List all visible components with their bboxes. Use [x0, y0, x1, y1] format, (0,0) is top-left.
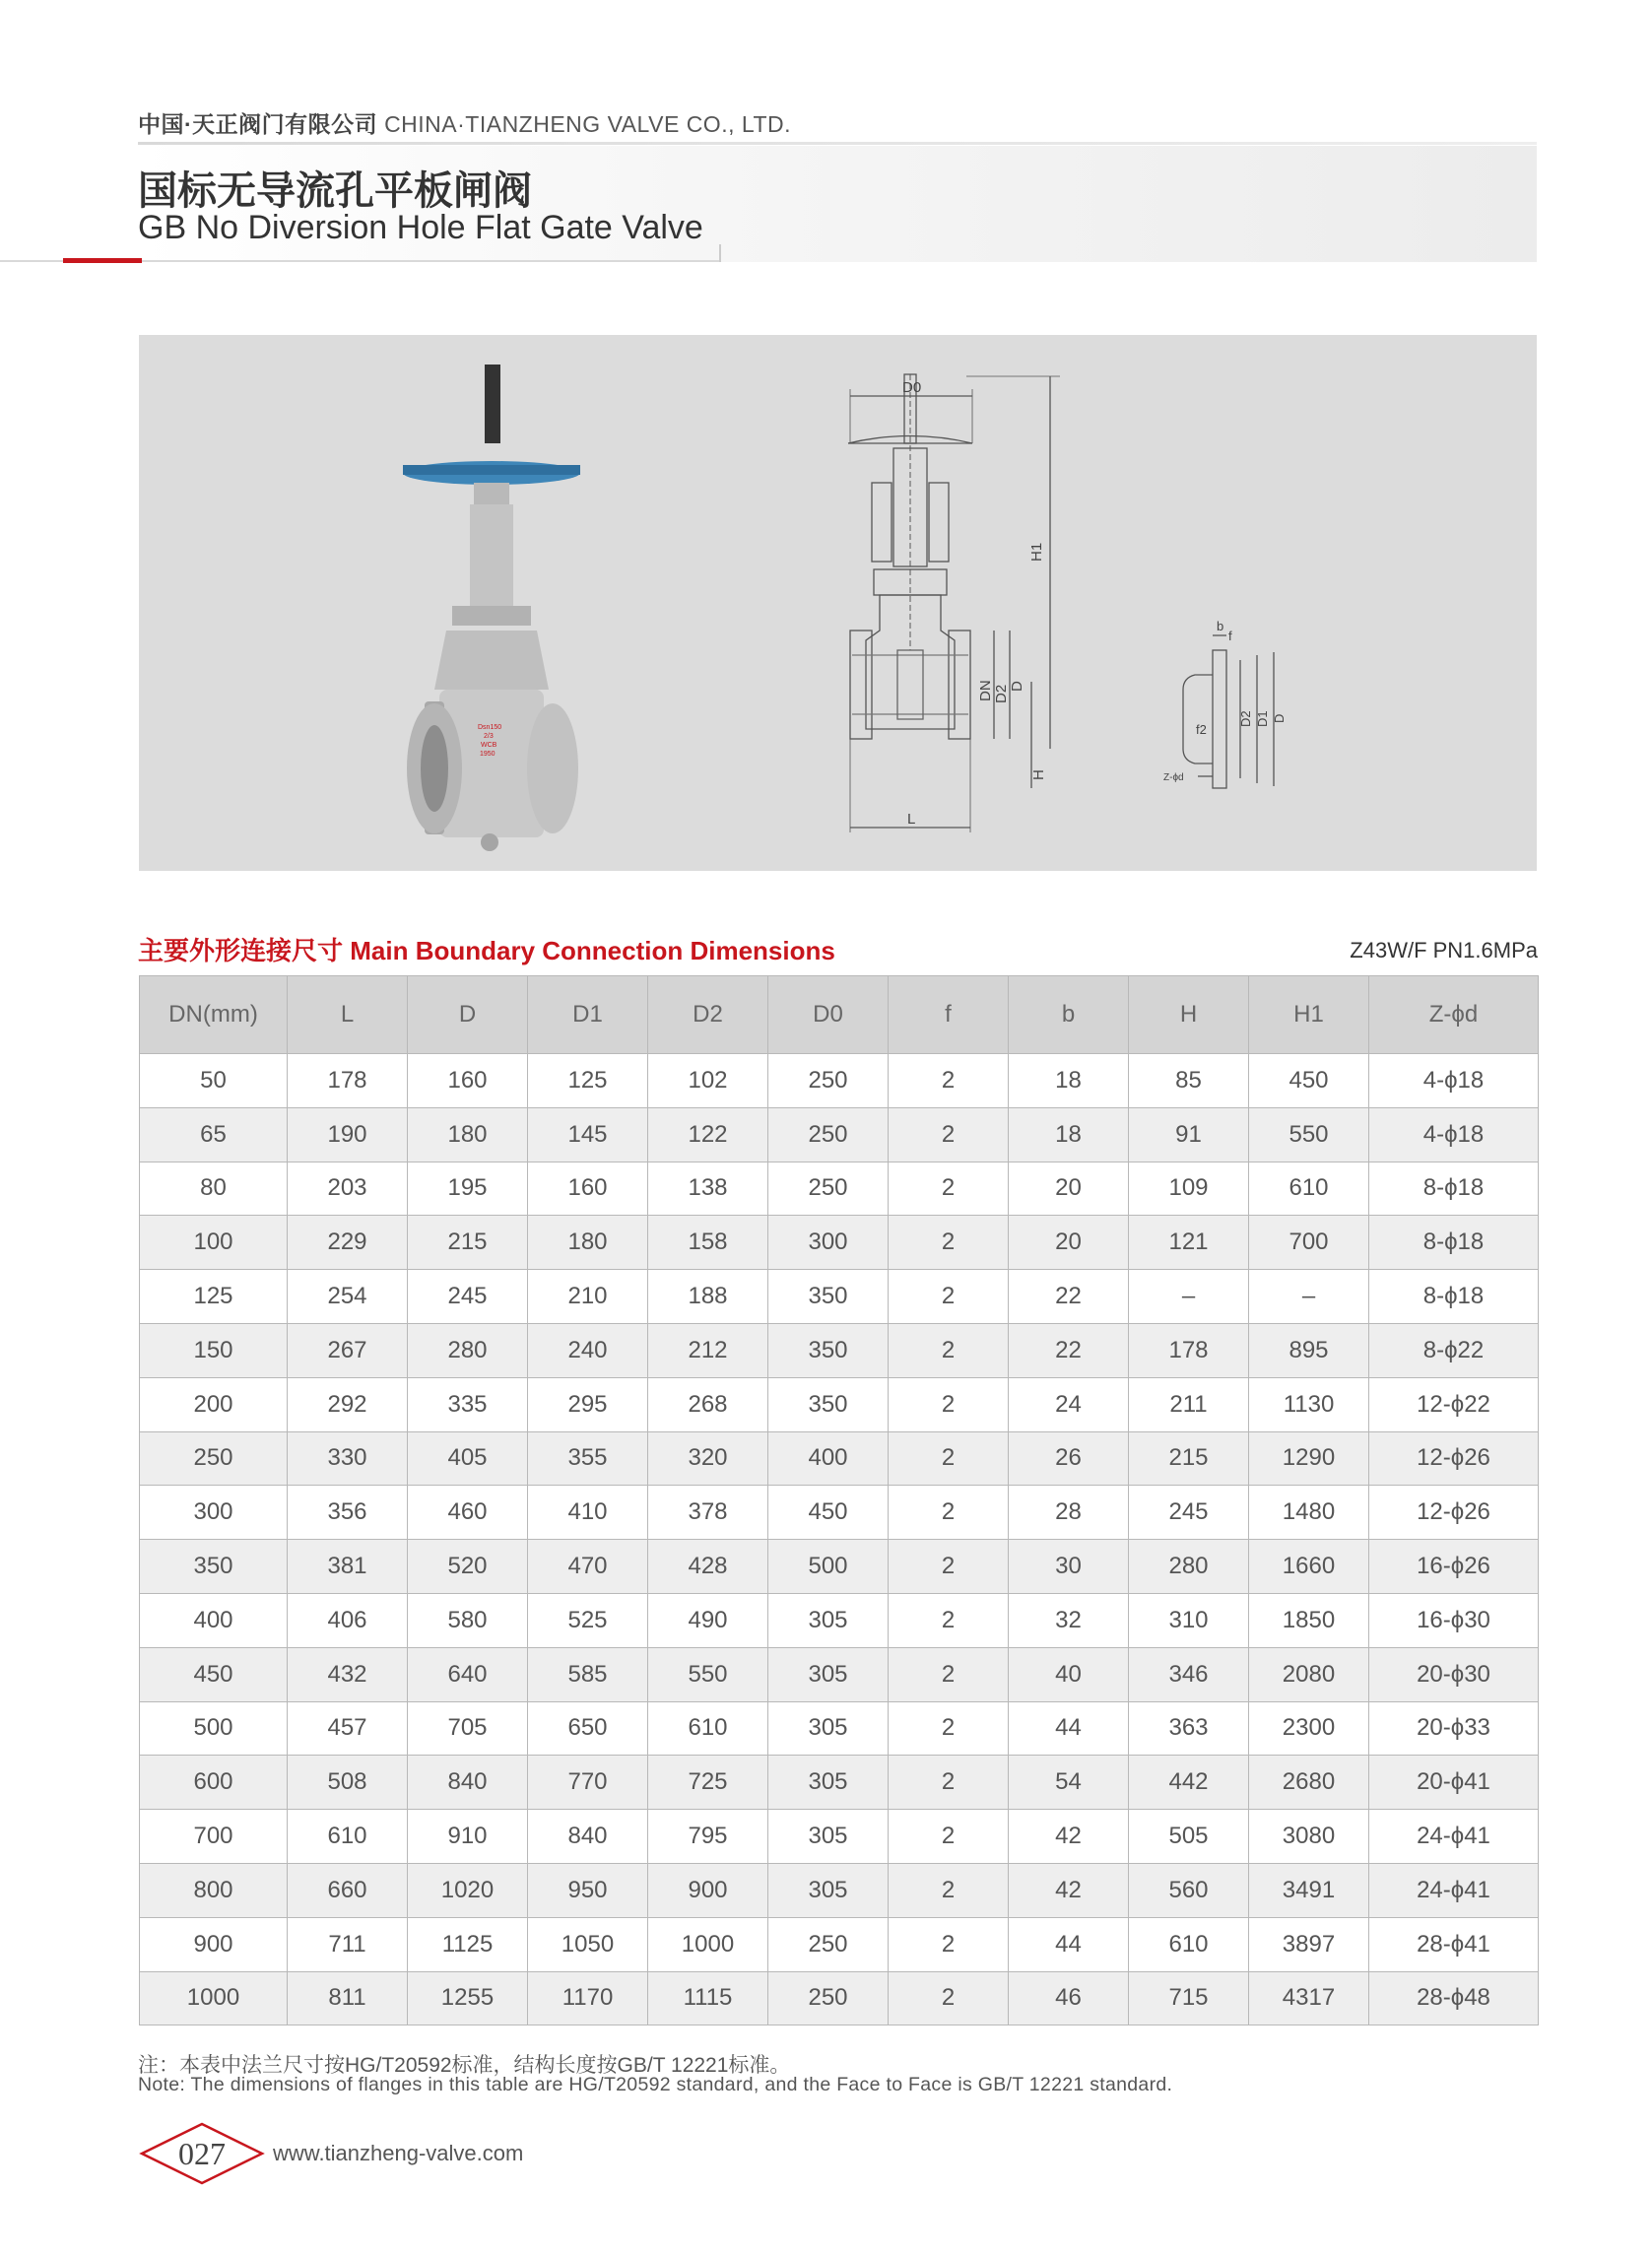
table-cell: 650	[528, 1701, 648, 1756]
page-number: 027	[178, 2136, 226, 2171]
valve-marking-line-3: WCB	[481, 742, 497, 749]
table-cell: 580	[408, 1593, 528, 1647]
note-cn: 注：本表中法兰尺寸按HG/T20592标准，结构长度按GB/T 12221标准。	[138, 2054, 791, 2077]
table-cell: 2	[889, 1917, 1009, 1971]
table-cell: 250	[768, 1162, 889, 1216]
table-cell: 770	[528, 1756, 648, 1810]
table-row	[140, 1701, 1539, 1756]
table-cell: 2	[889, 1377, 1009, 1431]
table-cell: 3080	[1249, 1810, 1369, 1864]
table-cell: 8-ϕ18	[1369, 1270, 1539, 1324]
table-cell: 158	[648, 1216, 768, 1270]
table-row	[140, 1054, 1539, 1108]
table-cell: 24-ϕ41	[1369, 1810, 1539, 1864]
table-cell: 8-ϕ22	[1369, 1323, 1539, 1377]
table-cell: 350	[768, 1377, 889, 1431]
table-cell: 2080	[1249, 1647, 1369, 1701]
table-cell: 91	[1129, 1107, 1249, 1162]
table-cell: 1000	[140, 1971, 288, 2025]
table-cell: 711	[288, 1917, 408, 1971]
table-cell: 600	[140, 1756, 288, 1810]
drawing-flange-right	[949, 631, 970, 739]
table-cell: 268	[648, 1377, 768, 1431]
table-cell: 500	[768, 1540, 889, 1594]
valve-drain-plug	[481, 833, 498, 851]
valve-bore	[421, 725, 448, 812]
table-cell: 2	[889, 1647, 1009, 1701]
table-cell: 250	[768, 1054, 889, 1108]
table-cell: 188	[648, 1270, 768, 1324]
table-cell: 46	[1009, 1971, 1129, 2025]
section-title	[138, 931, 835, 967]
table-cell: 80	[140, 1162, 288, 1216]
table-cell: 350	[768, 1323, 889, 1377]
table-row	[140, 1377, 1539, 1431]
table-cell: 1480	[1249, 1486, 1369, 1540]
flange-detail-hub	[1183, 675, 1213, 763]
table-cell: 305	[768, 1756, 889, 1810]
page-title-cn: 国标无导流孔平板闸阀	[138, 169, 532, 213]
valve-marking-line-1: Dsn150	[478, 724, 502, 731]
table-cell: 160	[408, 1054, 528, 1108]
column-header: Z-ϕd	[1369, 976, 1539, 1054]
table-cell: 292	[288, 1377, 408, 1431]
drawing-flange-left	[850, 631, 872, 739]
table-cell: 811	[288, 1971, 408, 2025]
table-cell: 330	[288, 1431, 408, 1486]
table-row	[140, 1486, 1539, 1540]
table-cell: 840	[408, 1756, 528, 1810]
valve-handwheel-rim	[403, 465, 580, 475]
table-row	[140, 1863, 1539, 1917]
table-cell: 245	[1129, 1486, 1249, 1540]
table-cell: 28	[1009, 1486, 1129, 1540]
label-f2: f2	[1196, 722, 1207, 737]
table-cell: 910	[408, 1810, 528, 1864]
table-cell: 245	[408, 1270, 528, 1324]
table-cell: 16-ϕ26	[1369, 1540, 1539, 1594]
table-cell: 1125	[408, 1917, 528, 1971]
table-cell: 2	[889, 1270, 1009, 1324]
table-cell: 24-ϕ41	[1369, 1863, 1539, 1917]
label-flange-d2: D2	[1238, 710, 1253, 727]
label-z: Z-ϕd	[1163, 772, 1184, 783]
table-cell: 300	[768, 1216, 889, 1270]
table-cell: 300	[140, 1486, 288, 1540]
table-cell: 2	[889, 1107, 1009, 1162]
table-cell: 40	[1009, 1647, 1129, 1701]
label-b: b	[1217, 619, 1224, 633]
table-cell: 2	[889, 1971, 1009, 2025]
label-d2: D2	[993, 684, 1010, 703]
column-header: D2	[648, 976, 768, 1054]
table-cell: 550	[1249, 1107, 1369, 1162]
table-cell: 1000	[648, 1917, 768, 1971]
table-cell: 125	[528, 1054, 648, 1108]
column-header: D	[408, 976, 528, 1054]
table-cell: 50	[140, 1054, 288, 1108]
table-cell: 450	[140, 1647, 288, 1701]
table-cell: 65	[140, 1107, 288, 1162]
table-cell: 125	[140, 1270, 288, 1324]
table-cell: 20-ϕ33	[1369, 1701, 1539, 1756]
table-cell: 240	[528, 1323, 648, 1377]
table-cell: 800	[140, 1863, 288, 1917]
table-cell: 20	[1009, 1216, 1129, 1270]
table-cell: 12-ϕ26	[1369, 1431, 1539, 1486]
table-cell: 18	[1009, 1107, 1129, 1162]
table-cell: 346	[1129, 1647, 1249, 1701]
table-cell: 44	[1009, 1701, 1129, 1756]
column-header: b	[1009, 976, 1129, 1054]
drawing-gate	[897, 650, 923, 719]
table-cell: 2	[889, 1323, 1009, 1377]
table-cell: 715	[1129, 1971, 1249, 2025]
table-cell: 505	[1129, 1810, 1249, 1864]
label-f: f	[1228, 629, 1232, 643]
table-cell: 28-ϕ41	[1369, 1917, 1539, 1971]
table-cell: 215	[408, 1216, 528, 1270]
table-cell: 102	[648, 1054, 768, 1108]
table-cell: 195	[408, 1162, 528, 1216]
table-cell: 22	[1009, 1270, 1129, 1324]
table-cell: 460	[408, 1486, 528, 1540]
table-cell: 295	[528, 1377, 648, 1431]
column-header: DN(mm)	[140, 976, 288, 1054]
table-cell: 3897	[1249, 1917, 1369, 1971]
table-cell: 2	[889, 1540, 1009, 1594]
table-cell: 2	[889, 1054, 1009, 1108]
valve-flange-right	[527, 703, 578, 833]
table-cell: 356	[288, 1486, 408, 1540]
table-cell: 4-ϕ18	[1369, 1107, 1539, 1162]
table-cell: 610	[1129, 1917, 1249, 1971]
table-cell: 1050	[528, 1917, 648, 1971]
table-cell: 1020	[408, 1863, 528, 1917]
table-cell: 400	[140, 1593, 288, 1647]
table-cell: 450	[768, 1486, 889, 1540]
table-cell: 335	[408, 1377, 528, 1431]
table-cell: 1170	[528, 1971, 648, 2025]
label-d0: D0	[902, 379, 922, 396]
section-title-cn: 主要外形连接尺寸	[138, 936, 344, 965]
table-cell: 24	[1009, 1377, 1129, 1431]
table-cell: 640	[408, 1647, 528, 1701]
table-cell: 212	[648, 1323, 768, 1377]
drawing-yoke-right	[929, 483, 949, 562]
table-cell: 508	[288, 1756, 408, 1810]
table-cell: 1850	[1249, 1593, 1369, 1647]
table-cell: 350	[140, 1540, 288, 1594]
title-accent-bar	[63, 258, 142, 263]
label-flange-d1: D1	[1255, 710, 1270, 727]
table-cell: 305	[768, 1701, 889, 1756]
table-cell: 8-ϕ18	[1369, 1162, 1539, 1216]
table-cell: 525	[528, 1593, 648, 1647]
table-cell: 310	[1129, 1593, 1249, 1647]
table-cell: 229	[288, 1216, 408, 1270]
table-cell: 520	[408, 1540, 528, 1594]
table-cell: 895	[1249, 1323, 1369, 1377]
table-cell: 16-ϕ30	[1369, 1593, 1539, 1647]
table-cell: 700	[140, 1810, 288, 1864]
table-cell: 2300	[1249, 1701, 1369, 1756]
table-cell: 280	[408, 1323, 528, 1377]
page-title-en: GB No Diversion Hole Flat Gate Valve	[138, 209, 703, 246]
column-header: L	[288, 976, 408, 1054]
table-row	[140, 1270, 1539, 1324]
table-row	[140, 1756, 1539, 1810]
valve-photo	[403, 365, 580, 851]
table-cell: 138	[648, 1162, 768, 1216]
table-cell: 550	[648, 1647, 768, 1701]
table-cell: 160	[528, 1162, 648, 1216]
table-cell: 305	[768, 1810, 889, 1864]
valve-yoke-nut	[474, 483, 509, 504]
table-cell: 4-ϕ18	[1369, 1054, 1539, 1108]
valve-yoke	[470, 504, 513, 623]
table-cell: 428	[648, 1540, 768, 1594]
table-cell: 109	[1129, 1162, 1249, 1216]
table-cell: 381	[288, 1540, 408, 1594]
table-cell: 267	[288, 1323, 408, 1377]
table-cell: 18	[1009, 1054, 1129, 1108]
table-cell: 660	[288, 1863, 408, 1917]
table-cell: 1255	[408, 1971, 528, 2025]
table-cell: 585	[528, 1647, 648, 1701]
table-cell: 20-ϕ30	[1369, 1647, 1539, 1701]
column-header: D1	[528, 976, 648, 1054]
label-h1: H1	[1028, 542, 1045, 562]
company-name-cn: 中国·天正阀门有限公司	[138, 111, 378, 137]
table-cell: 305	[768, 1647, 889, 1701]
table-cell: 121	[1129, 1216, 1249, 1270]
table-cell: 200	[140, 1377, 288, 1431]
model-label: Z43W/F PN1.6MPa	[1350, 938, 1538, 963]
table-row	[140, 1540, 1539, 1594]
table-cell: 1130	[1249, 1377, 1369, 1431]
table-cell: 178	[288, 1054, 408, 1108]
table-cell: 2680	[1249, 1756, 1369, 1810]
table-cell: 432	[288, 1647, 408, 1701]
label-d: D	[1009, 681, 1025, 692]
table-row	[140, 1431, 1539, 1486]
company-name	[138, 106, 791, 139]
table-cell: 20	[1009, 1162, 1129, 1216]
table-row	[140, 1323, 1539, 1377]
drawing-yoke-left	[872, 483, 892, 562]
table-cell: 26	[1009, 1431, 1129, 1486]
company-name-en: CHINA·TIANZHENG VALVE CO., LTD.	[384, 111, 791, 137]
column-header: H1	[1249, 976, 1369, 1054]
table-cell: –	[1249, 1270, 1369, 1324]
table-cell: 450	[1249, 1054, 1369, 1108]
table-cell: 840	[528, 1810, 648, 1864]
table-cell: 42	[1009, 1863, 1129, 1917]
table-cell: 406	[288, 1593, 408, 1647]
table-cell: 500	[140, 1701, 288, 1756]
table-cell: 1660	[1249, 1540, 1369, 1594]
table-cell: 410	[528, 1486, 648, 1540]
table-cell: 250	[140, 1431, 288, 1486]
column-header: f	[889, 976, 1009, 1054]
product-figure	[139, 335, 1537, 871]
header-rule	[138, 142, 1537, 145]
table-cell: 32	[1009, 1593, 1129, 1647]
drawing-labels	[902, 379, 1047, 828]
table-cell: 305	[768, 1863, 889, 1917]
table-cell: 211	[1129, 1377, 1249, 1431]
column-header: H	[1129, 976, 1249, 1054]
flange-detail-labels	[1163, 619, 1287, 783]
table-cell: 8-ϕ18	[1369, 1216, 1539, 1270]
table-header-row	[140, 976, 1539, 1054]
table-cell: 795	[648, 1810, 768, 1864]
dimensions-table	[139, 975, 1539, 2025]
table-row	[140, 1917, 1539, 1971]
table-row	[140, 1107, 1539, 1162]
title-tick	[719, 244, 721, 262]
table-cell: 2	[889, 1431, 1009, 1486]
table-cell: 180	[528, 1216, 648, 1270]
table-cell: 2	[889, 1701, 1009, 1756]
valve-section-drawing	[848, 374, 1060, 832]
label-dn: DN	[977, 680, 994, 701]
table-cell: 180	[408, 1107, 528, 1162]
table-cell: 442	[1129, 1756, 1249, 1810]
valve-bonnet	[434, 631, 549, 690]
table-cell: 250	[768, 1107, 889, 1162]
table-row	[140, 1162, 1539, 1216]
table-cell: 2	[889, 1162, 1009, 1216]
table-cell: 2	[889, 1863, 1009, 1917]
table-cell: 44	[1009, 1917, 1129, 1971]
website-link[interactable]: www.tianzheng-valve.com	[273, 2141, 524, 2165]
table-cell: 12-ϕ26	[1369, 1486, 1539, 1540]
table-cell: 490	[648, 1593, 768, 1647]
product-figure-panel	[139, 335, 1537, 871]
table-row	[140, 1647, 1539, 1701]
note-en: Note: The dimensions of flanges in this table are HG/T20592 standard, and the Face to Face is GB/T 12221 standard.	[138, 2074, 1173, 2095]
table-cell: 700	[1249, 1216, 1369, 1270]
table-cell: 705	[408, 1701, 528, 1756]
table-cell: 250	[768, 1917, 889, 1971]
valve-marking-line-2: 2/3	[484, 733, 494, 740]
label-flange-d: D	[1272, 713, 1287, 723]
table-cell: 145	[528, 1107, 648, 1162]
table-cell: 405	[408, 1431, 528, 1486]
table-cell: 280	[1129, 1540, 1249, 1594]
table-cell: 210	[528, 1270, 648, 1324]
table-cell: 85	[1129, 1054, 1249, 1108]
table-cell: 20-ϕ41	[1369, 1756, 1539, 1810]
table-cell: 725	[648, 1756, 768, 1810]
table-cell: 1115	[648, 1971, 768, 2025]
table-row	[140, 1216, 1539, 1270]
table-cell: 122	[648, 1107, 768, 1162]
table-cell: 42	[1009, 1810, 1129, 1864]
table-cell: 950	[528, 1863, 648, 1917]
valve-stem	[485, 365, 500, 443]
section-title-en: Main Boundary Connection Dimensions	[350, 936, 835, 965]
table-cell: 30	[1009, 1540, 1129, 1594]
table-cell: 610	[648, 1701, 768, 1756]
flange-detail-plate	[1213, 650, 1226, 788]
table-cell: –	[1129, 1270, 1249, 1324]
table-cell: 178	[1129, 1323, 1249, 1377]
table-cell: 100	[140, 1216, 288, 1270]
table-cell: 4317	[1249, 1971, 1369, 2025]
table-row	[140, 1593, 1539, 1647]
table-cell: 378	[648, 1486, 768, 1540]
table-cell: 250	[768, 1971, 889, 2025]
table-cell: 203	[288, 1162, 408, 1216]
table-cell: 254	[288, 1270, 408, 1324]
table-cell: 22	[1009, 1323, 1129, 1377]
table-row	[140, 1810, 1539, 1864]
table-cell: 355	[528, 1431, 648, 1486]
table-cell: 190	[288, 1107, 408, 1162]
table-cell: 54	[1009, 1756, 1129, 1810]
table-row	[140, 1971, 1539, 2025]
table-cell: 900	[140, 1917, 288, 1971]
column-header: D0	[768, 976, 889, 1054]
label-l: L	[907, 811, 916, 828]
valve-marking-line-4: 1950	[480, 751, 496, 758]
table-cell: 1290	[1249, 1431, 1369, 1486]
table-cell: 305	[768, 1593, 889, 1647]
table-cell: 2	[889, 1486, 1009, 1540]
table-cell: 12-ϕ22	[1369, 1377, 1539, 1431]
table-cell: 2	[889, 1593, 1009, 1647]
table-cell: 610	[1249, 1162, 1369, 1216]
table-cell: 900	[648, 1863, 768, 1917]
table-cell: 3491	[1249, 1863, 1369, 1917]
table-cell: 560	[1129, 1863, 1249, 1917]
table-cell: 350	[768, 1270, 889, 1324]
table-cell: 150	[140, 1323, 288, 1377]
table-cell: 457	[288, 1701, 408, 1756]
table-cell: 2	[889, 1756, 1009, 1810]
table-cell: 470	[528, 1540, 648, 1594]
table-cell: 363	[1129, 1701, 1249, 1756]
table-cell: 2	[889, 1810, 1009, 1864]
label-h: H	[1030, 769, 1047, 780]
table-cell: 28-ϕ48	[1369, 1971, 1539, 2025]
table-cell: 400	[768, 1431, 889, 1486]
table-cell: 2	[889, 1216, 1009, 1270]
table-cell: 215	[1129, 1431, 1249, 1486]
valve-bonnet-flange	[452, 606, 531, 626]
table-cell: 320	[648, 1431, 768, 1486]
table-cell: 610	[288, 1810, 408, 1864]
